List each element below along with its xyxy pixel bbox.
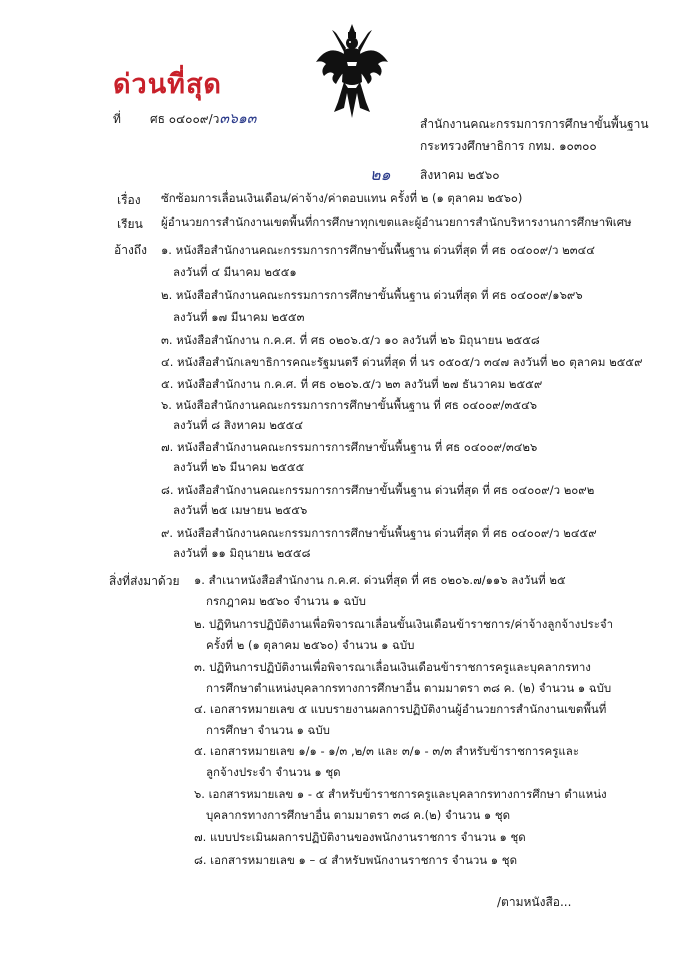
enclosure-line-cont: บุคลากรทางการศึกษาอื่น ตามมาตรา ๓๘ ค.(๒) จำนวน ๑ ชุด [206, 808, 511, 822]
reference-line-cont: ลงวันที่ ๒๖ มีนาคม ๒๕๕๕ [173, 460, 305, 474]
enclosure-line: ๘. เอกสารหมายเลข ๑ – ๔ สำหรับพนักงานราชการ จำนวน ๑ ชุด [194, 853, 518, 867]
reference-line: ๖. หนังสือสำนักงานคณะกรรมการการศึกษาขั้นพื้นฐาน ที่ ศธ ๐๔๐๐๙/๓๕๔๖ [161, 398, 538, 412]
reference-item [161, 440, 537, 474]
office-name: สำนักงานคณะกรรมการการศึกษาขั้นพื้นฐาน [420, 117, 649, 131]
reference-item [161, 355, 643, 369]
reference-line: ๒. หนังสือสำนักงานคณะกรรมการการศึกษาขั้นพื้นฐาน ด่วนที่สุด ที่ ศธ ๐๔๐๐๙/๑๖๙๖ [161, 288, 583, 302]
enclosure-line-cont: การศึกษาตำแหน่งบุคลากรทางการศึกษาอื่น ตามมาตรา ๓๘ ค. (๒) จำนวน ๑ ฉบับ [206, 681, 612, 695]
reference-line: ๑. หนังสือสำนักงานคณะกรรมการการศึกษาขั้นพื้นฐาน ด่วนที่สุด ที่ ศธ ๐๔๐๐๙/ว ๒๓๔๔ [161, 243, 595, 257]
reference-line: ๓. หนังสือสำนักงาน ก.ค.ศ. ที่ ศธ ๐๒๐๖.๕/ว ๑๐ ลงวันที่ ๒๖ มิถุนายน ๒๕๕๘ [161, 333, 540, 347]
enclosure-line: ๕. เอกสารหมายเลข ๑/๑ - ๑/๓ ,๒/๓ และ ๓/๑ - ๓/๓ สำหรับข้าราชการครูและ [194, 744, 580, 758]
subject-text: ซักซ้อมการเลื่อนเงินเดือน/ค่าจ้าง/ค่าตอบแทน ครั้งที่ ๒ (๑ ตุลาคม ๒๕๖๐) [161, 191, 523, 205]
recipient-label: เรียน [117, 217, 143, 231]
urgent-stamp: ด่วนที่สุด [113, 69, 222, 100]
subject-label: เรื่อง [117, 193, 141, 207]
reference-item [161, 526, 597, 560]
ministry-address: กระทรวงศึกษาธิการ กทม. ๑๐๓๐๐ [420, 139, 597, 153]
document-number-handwritten: ๓๖๑๓ [219, 111, 257, 127]
references-label: อ้างถึง [114, 243, 147, 257]
enclosure-item [194, 617, 613, 652]
date-month-year: สิงหาคม ๒๕๖๐ [420, 168, 500, 182]
continued-marker: /ตามหนังสือ... [497, 895, 572, 909]
reference-line-cont: ลงวันที่ ๔ มีนาคม ๒๕๕๑ [173, 265, 297, 279]
date-day-handwritten: ๒๑ [370, 165, 391, 184]
enclosure-item [194, 787, 607, 822]
reference-line: ๗. หนังสือสำนักงานคณะกรรมการการศึกษาขั้นพื้นฐาน ที่ ศธ ๐๔๐๐๙/๓๔๒๖ [161, 440, 538, 454]
enclosure-item [194, 744, 579, 779]
reference-line-cont: ลงวันที่ ๑๗ มีนาคม ๒๕๕๓ [173, 310, 305, 324]
reference-line-cont: ลงวันที่ ๒๕ เมษายน ๒๕๕๖ [173, 503, 308, 517]
document-number-prefix: ศธ ๐๔๐๐๙/ว [150, 112, 220, 126]
enclosure-item [194, 702, 606, 737]
enclosure-item [194, 853, 517, 867]
enclosure-line-cont: การศึกษา จำนวน ๑ ฉบับ [206, 723, 330, 737]
reference-item [161, 398, 537, 432]
reference-line: ๕. หนังสือสำนักงาน ก.ค.ศ. ที่ ศธ ๐๒๐๖.๕/ว ๒๓ ลงวันที่ ๒๗ ธันวาคม ๒๕๕๙ [161, 377, 543, 391]
reference-item [161, 377, 542, 391]
recipient-text: ผู้อำนวยการสำนักงานเขตพื้นที่การศึกษาทุกเขตและผู้อำนวยการสำนักบริหารงานการศึกษาพิเศษ [161, 215, 632, 229]
document-number [150, 108, 256, 130]
enclosure-line-cont: ลูกจ้างประจำ จำนวน ๑ ชุด [206, 765, 341, 779]
enclosure-line: ๖. เอกสารหมายเลข ๑ - ๕ สำหรับข้าราชการครูและบุคลากรทางการศึกษา ตำแหน่ง [194, 787, 607, 801]
reference-line-cont: ลงวันที่ ๑๑ มิถุนายน ๒๕๕๘ [173, 546, 311, 560]
enclosure-item [194, 830, 526, 844]
reference-item [161, 288, 583, 324]
reference-line: ๘. หนังสือสำนักงานคณะกรรมการการศึกษาขั้นพื้นฐาน ด่วนที่สุด ที่ ศธ ๐๔๐๐๙/ว ๒๐๙๒ [161, 483, 595, 497]
document-number-label: ที่ [113, 112, 121, 126]
reference-line: ๙. หนังสือสำนักงานคณะกรรมการการศึกษาขั้นพื้นฐาน ด่วนที่สุด ที่ ศธ ๐๔๐๐๙/ว ๒๔๕๙ [161, 526, 597, 540]
reference-line: ๔. หนังสือสำนักเลขาธิการคณะรัฐมนตรี ด่วนที่สุด ที่ นร ๐๕๐๕/ว ๓๔๗ ลงวันที่ ๒๐ ตุลาคม ๒๕๕๙ [161, 355, 643, 369]
reference-item [161, 483, 594, 517]
enclosure-line: ๓. ปฏิทินการปฏิบัติงานเพื่อพิจารณาเลื่อนเงินเดือนข้าราชการครูและบุคลากรทาง [194, 660, 591, 674]
enclosure-line: ๑. สำเนาหนังสือสำนักงาน ก.ค.ศ. ด่วนที่สุด ที่ ศธ ๐๒๐๖.๗/๑๑๖ ลงวันที่ ๒๕ [194, 573, 566, 587]
reference-line-cont: ลงวันที่ ๘ สิงหาคม ๒๕๕๔ [173, 418, 304, 432]
enclosure-line: ๗. แบบประเมินผลการปฏิบัติงานของพนักงานราชการ จำนวน ๑ ชุด [194, 830, 526, 844]
reference-item [161, 333, 540, 347]
reference-item [161, 243, 595, 279]
enclosure-line-cont: ครั้งที่ ๒ (๑ ตุลาคม ๒๕๖๐) จำนวน ๑ ฉบับ [206, 638, 415, 652]
enclosure-line-cont: กรกฎาคม ๒๕๖๐ จำนวน ๑ ฉบับ [206, 594, 366, 608]
enclosure-item [194, 573, 566, 608]
enclosure-line: ๔. เอกสารหมายเลข ๕ แบบรายงานผลการปฏิบัติงานผู้อำนวยการสำนักงานเขตพื้นที่ [194, 702, 607, 716]
enclosure-line: ๒. ปฏิทินการปฏิบัติงานเพื่อพิจารณาเลื่อนขั้นเงินเดือนข้าราชการ/ค่าจ้างลูกจ้างประจำ [194, 617, 614, 631]
garuda-emblem [314, 22, 390, 122]
enclosure-item [194, 660, 611, 695]
enclosures-label: สิ่งที่ส่งมาด้วย [109, 574, 180, 588]
